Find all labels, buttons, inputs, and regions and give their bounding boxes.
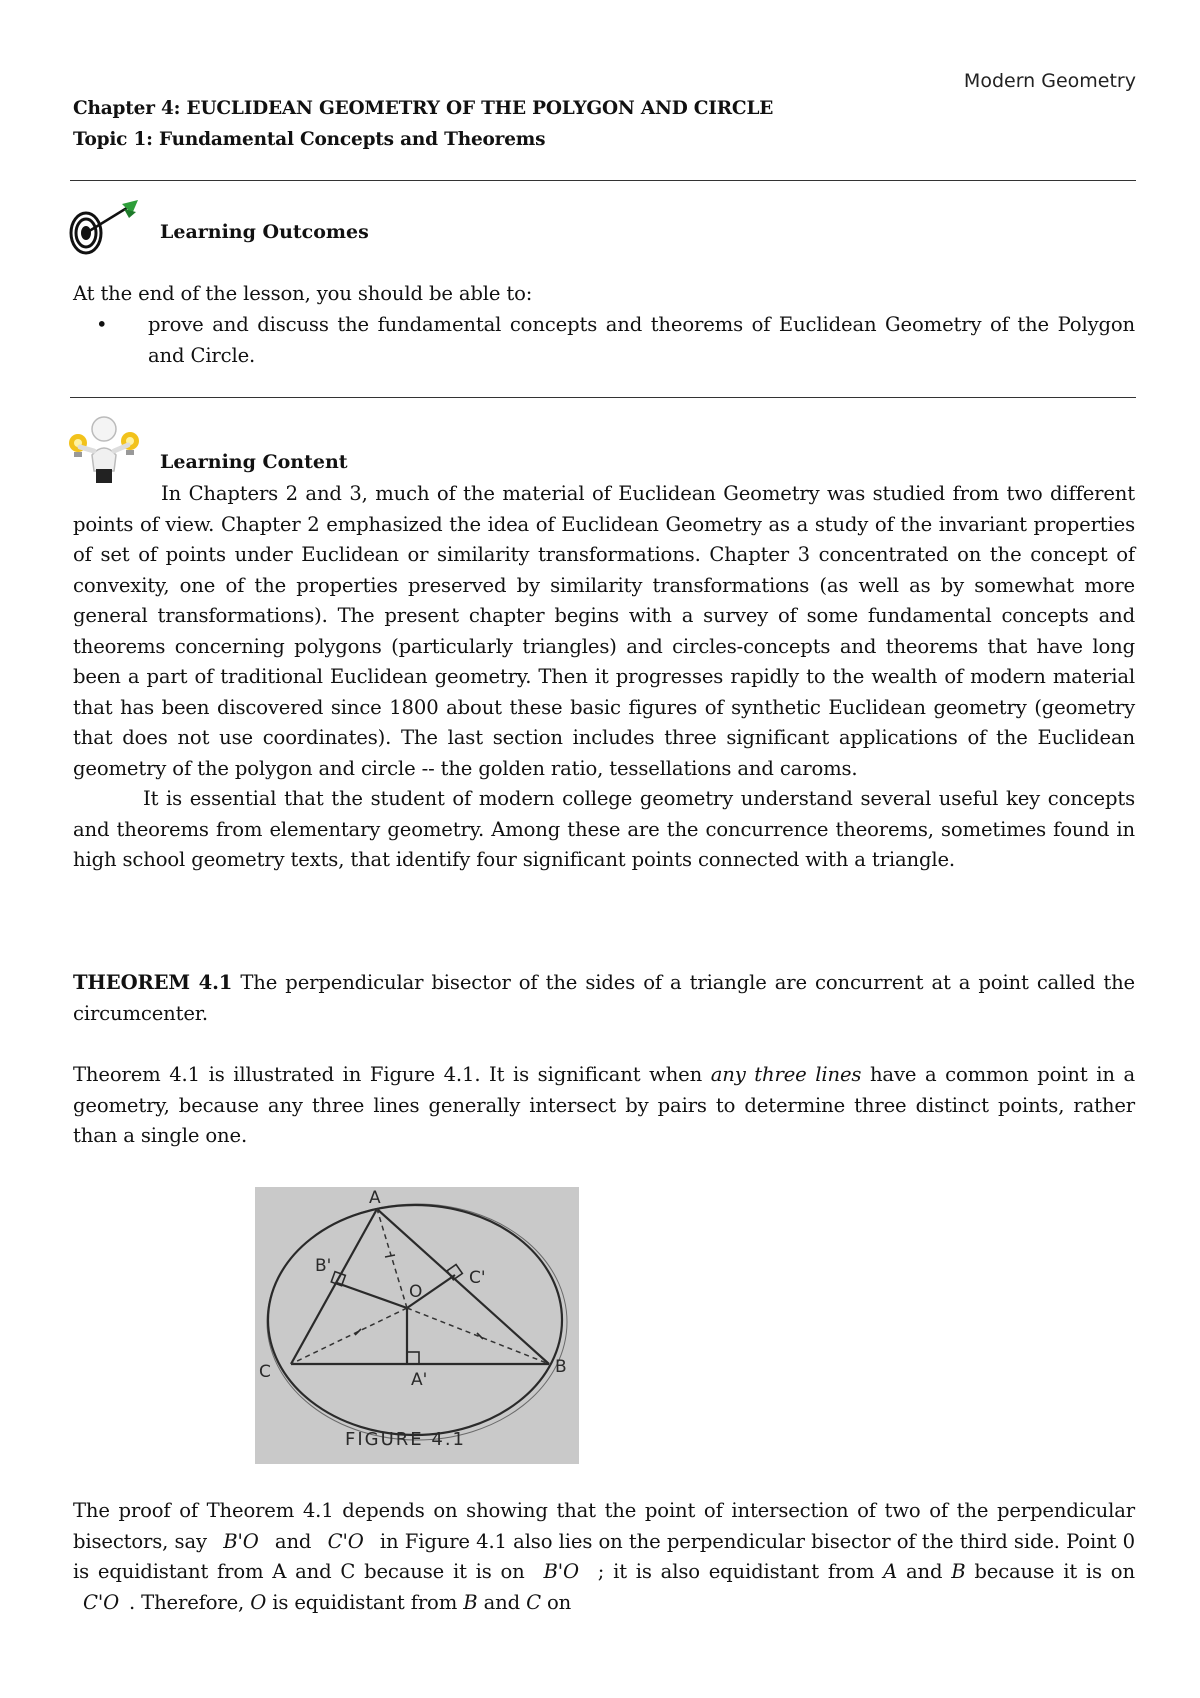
proof-text: The proof of Theorem 4.1 depends on showing that the point of intersection of two of the perpendicular bisectors, say [73, 1499, 1135, 1553]
math-segment: B'O [543, 1560, 579, 1583]
side-ab [377, 1209, 549, 1364]
proof-text: because it is on [974, 1560, 1135, 1583]
theorem-text: The perpendicular bisector of the sides of a triangle are concurrent at a point called the circumcenter. [73, 971, 1136, 1025]
math-segment: C'O [327, 1529, 364, 1553]
circumcenter-diagram [255, 1187, 579, 1464]
math-segment: C'O [83, 1590, 119, 1614]
remark-text: have a common point in a geometry, because any three lines generally intersect by pairs to determine three distinct points, rather than a single one. [73, 1063, 1135, 1147]
label-o: O [409, 1282, 423, 1302]
theorem-remark [73, 1060, 1135, 1152]
figure-4-1 [255, 1187, 579, 1464]
label-a-prime: A' [411, 1370, 428, 1390]
proof-paragraph [73, 1496, 1135, 1618]
bisector-b-prime [337, 1283, 407, 1308]
bullet-text: prove and discuss the fundamental concepts and theorems of Euclidean Geometry of the Polygon and Circle. [148, 313, 1135, 367]
circumcircle [268, 1205, 562, 1435]
theorem-statement [73, 968, 1135, 1029]
proof-text: and [905, 1560, 943, 1583]
math-variable: O [250, 1590, 267, 1614]
proof-text: and [483, 1590, 520, 1614]
label-b-prime: B' [315, 1256, 332, 1276]
proof-text: ; it is also equidistant from [597, 1560, 875, 1583]
proof-text: in Figure 4.1 also lies on the perpendicular bisector of the third side. Point 0 is equidistant from A and C because it is on [73, 1529, 1135, 1583]
theorem-label: THEOREM 4.1 [73, 971, 233, 994]
top-divider [70, 180, 1136, 181]
segment-oc [291, 1308, 407, 1364]
math-variable: A [883, 1560, 898, 1583]
label-c-prime: C' [469, 1268, 486, 1288]
math-variable: C [526, 1590, 541, 1614]
proof-text: and [274, 1529, 312, 1553]
section-divider [70, 397, 1136, 398]
math-variable: B [951, 1560, 966, 1583]
label-a: A [369, 1188, 381, 1208]
math-variable: B [463, 1590, 478, 1614]
side-ac [291, 1209, 377, 1364]
segment-ob [407, 1308, 549, 1364]
label-b: B [555, 1357, 567, 1377]
person-lightbulb-icon [66, 415, 142, 483]
learning-content-heading: Learning Content [160, 451, 348, 473]
label-c: C [259, 1362, 271, 1382]
proof-text: is equidistant from [272, 1590, 458, 1614]
figure-caption: FIGURE 4.1 [345, 1429, 467, 1450]
learning-outcomes-heading: Learning Outcomes [160, 221, 369, 243]
proof-text: . Therefore, [129, 1590, 245, 1614]
bullet-symbol: • [96, 313, 108, 336]
learning-outcomes-intro: At the end of the lesson, you should be able to: [73, 282, 533, 305]
learning-outcomes-list [73, 310, 1135, 371]
list-item [73, 310, 1135, 371]
proof-text: on [547, 1590, 572, 1614]
learning-content-body [73, 479, 1135, 876]
chapter-title: Chapter 4: EUCLIDEAN GEOMETRY OF THE POLYGON AND CIRCLE [73, 98, 774, 119]
content-paragraph: In Chapters 2 and 3, much of the material of Euclidean Geometry was studied from two different points of view. Chapter 2 emphasized the idea of Euclidean Geometry as a study of the invariant properties of set of points under Euclidean or similarity transformations. Chapter 3 concentrated on the concept of convexity, one of the properties preserved by similarity transformations (as well as by somewhat more general transformations). The present chapter begins with a survey of some fundamental concepts and theorems concerning polygons (particularly triangles) and circles-concepts and theorems that have long been a part of traditional Euclidean geometry. Then it progresses rapidly to the wealth of modern material that has been discovered since 1800 about these basic figures of synthetic Euclidean geometry (geometry that does not use coordinates). The last section includes three significant applications of the Euclidean geometry of the polygon and circle -- the golden ratio, tessellations and caroms. [73, 482, 1135, 780]
content-paragraph: It is essential that the student of modern college geometry understand several useful key concepts and theorems from elementary geometry. Among these are the concurrence theorems, sometimes found in high school geometry texts, that identify four significant points connected with a triangle. [73, 787, 1135, 871]
target-dart-icon [66, 200, 140, 260]
remark-text: Theorem 4.1 is illustrated in Figure 4.1. It is significant when [73, 1063, 711, 1086]
remark-emphasis: any three lines [710, 1063, 862, 1086]
topic-title: Topic 1: Fundamental Concepts and Theorems [73, 129, 546, 150]
math-segment: B'O [223, 1529, 259, 1553]
running-head: Modern Geometry [963, 70, 1136, 92]
